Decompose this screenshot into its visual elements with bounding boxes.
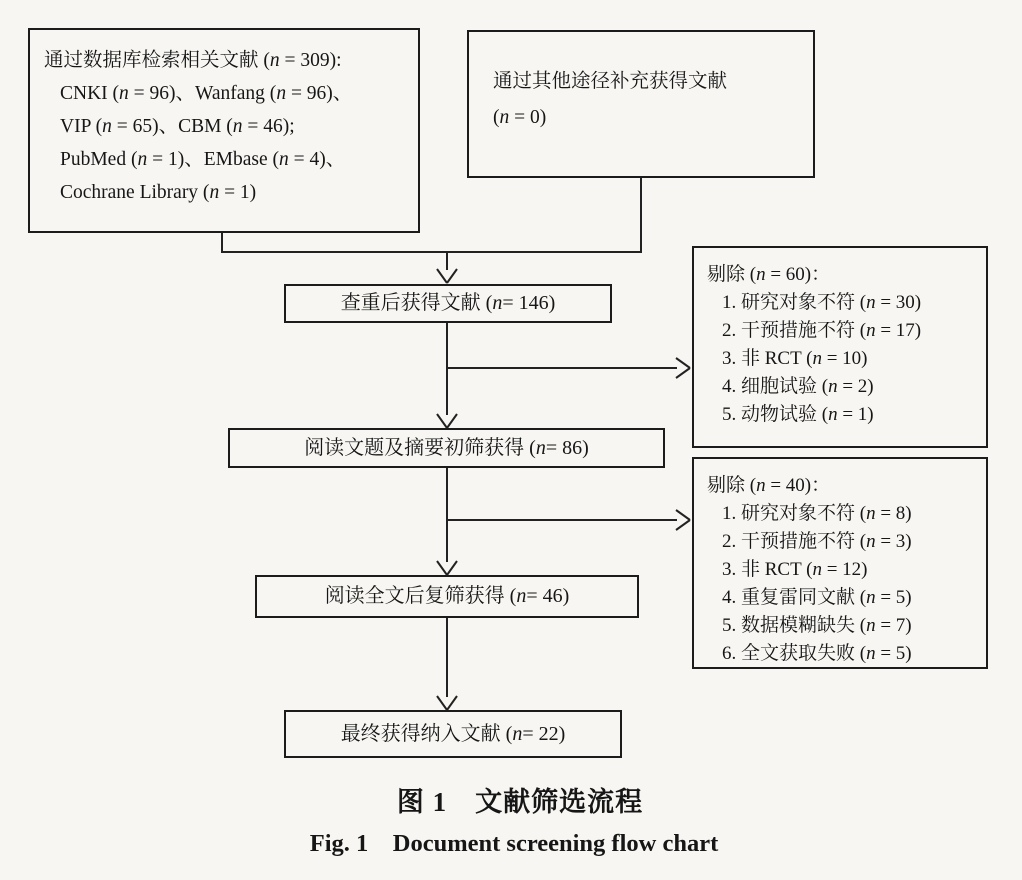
box-after-dedup: 查重后获得文献 ( n = 146): [284, 284, 612, 323]
box-other-sources: [467, 30, 815, 178]
other-sources-line: 通过其他途径补充获得文献: [493, 71, 728, 92]
arrow-to-dedup: [437, 252, 457, 283]
database-search-line: VIP (n = 65)、CBM (n = 46);: [60, 116, 295, 137]
box-final-included: 最终获得纳入文献 ( n = 22): [284, 710, 622, 758]
excluded-2-item: 5. 数据模糊缺失 (n = 7): [722, 615, 912, 636]
excluded-2-item: 3. 非 RCT (n = 12): [722, 559, 868, 580]
arrow-to-title-abstract: [437, 322, 457, 428]
excluded-1-item: 3. 非 RCT (n = 10): [722, 348, 868, 369]
excluded-2-item: 2. 干预措施不符 (n = 3): [722, 531, 912, 552]
excluded-1-title: 剔除 (n = 60)：: [707, 264, 831, 285]
excluded-2-item: 1. 研究对象不符 (n = 8): [722, 503, 912, 524]
excluded-2-item: 4. 重复雷同文献 (n = 5): [722, 587, 912, 608]
database-search-line: CNKI (n = 96)、Wanfang (n = 96)、: [60, 83, 353, 104]
arrow-to-full-text: [437, 468, 457, 575]
arrow-to-exclusion-2: [447, 510, 690, 530]
box-title-abstract-screen: 阅读文题及摘要初筛获得 ( n = 86): [228, 428, 665, 468]
box-database-search: [28, 28, 420, 233]
arrow-to-final: [437, 618, 457, 710]
excluded-2-title: 剔除 (n = 40)：: [707, 475, 831, 496]
other-sources-line: (n = 0): [493, 107, 547, 128]
figure-caption-zh: 图 1 文献筛选流程: [396, 787, 644, 817]
database-search-line: 通过数据库检索相关文献 (n = 309):: [44, 50, 342, 71]
excluded-1-item: 4. 细胞试验 (n = 2): [722, 376, 874, 397]
excluded-2-item: 6. 全文获取失败 (n = 5): [722, 643, 912, 664]
database-search-line: PubMed (n = 1)、EMbase (n = 4)、: [60, 149, 346, 170]
excluded-1-item: 2. 干预措施不符 (n = 17): [722, 320, 922, 341]
box-full-text-screen: 阅读全文后复筛获得 ( n = 46): [255, 575, 639, 618]
arrow-to-exclusion-1: [447, 358, 690, 378]
box-excluded-1: [692, 246, 988, 448]
excluded-1-item: 5. 动物试验 (n = 1): [722, 404, 874, 425]
database-search-line: Cochrane Library (n = 1): [60, 182, 257, 203]
excluded-1-item: 1. 研究对象不符 (n = 30): [722, 292, 922, 313]
figure-caption-en: Fig. 1 Document screening flow chart: [309, 830, 719, 857]
box-excluded-2: [692, 457, 988, 669]
